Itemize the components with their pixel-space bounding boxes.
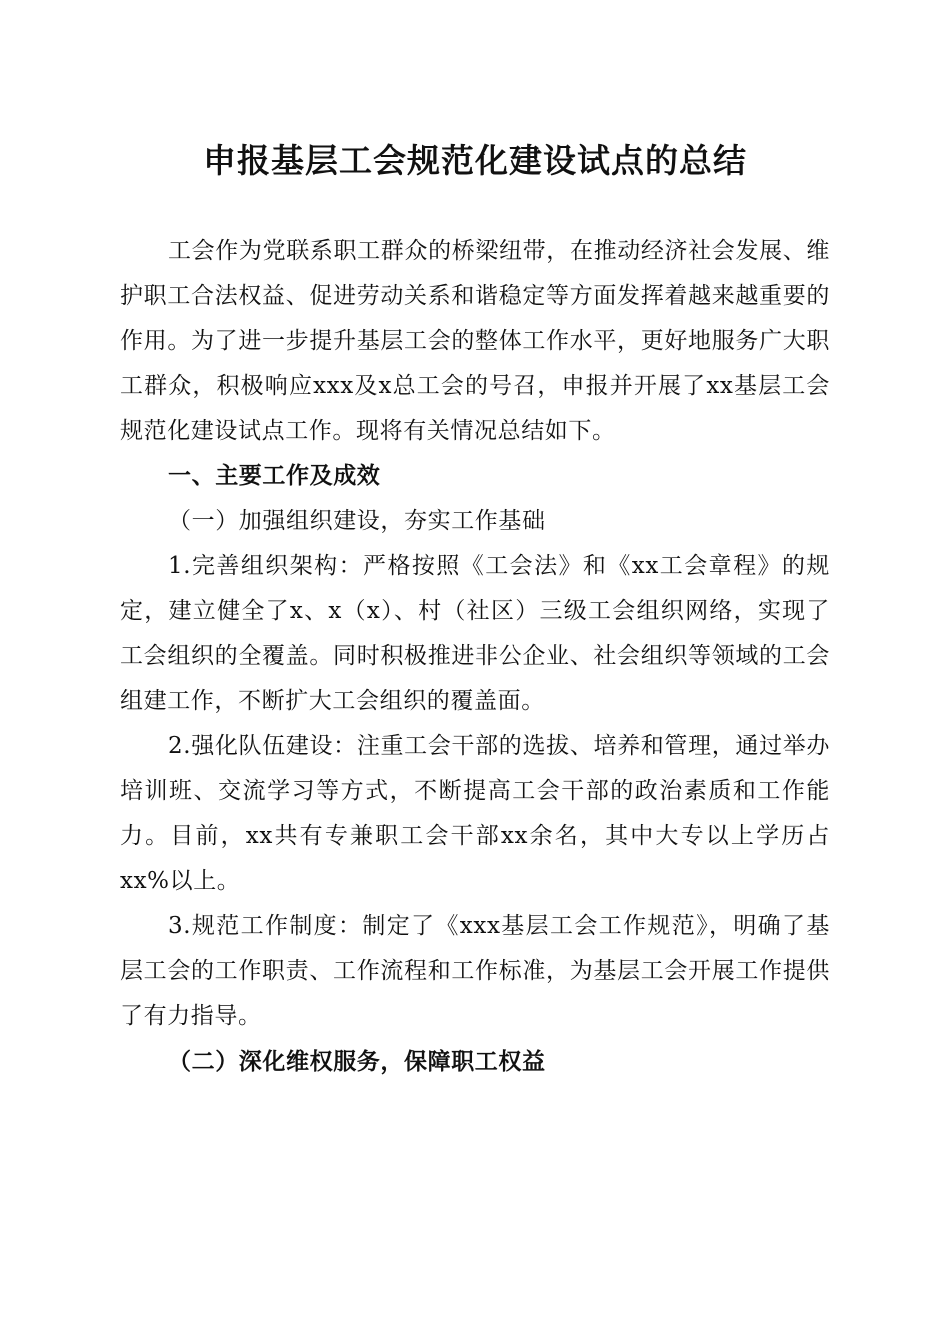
item-paragraph-rules: 3.规范工作制度：制定了《xxx基层工会工作规范》，明确了基层工会的工作职责、工作流程和工作标准，为基层工会开展工作提供了有力指导。 <box>120 913 830 1029</box>
section-heading-main-work: 一、主要工作及成效 <box>168 463 381 489</box>
subsection-heading-organization: （一）加强组织建设，夯实工作基础 <box>168 508 546 534</box>
document-title: 申报基层工会规范化建设试点的总结 <box>203 141 747 180</box>
subsection-heading-rights: （二）深化维权服务，保障职工权益 <box>168 1048 546 1075</box>
item-paragraph-structure: 1.完善组织架构：严格按照《工会法》和《xx工会章程》的规定，建立健全了x、x（x）、村（社区）三级工会组织网络，实现了工会组织的全覆盖。同时积极推进非公企业、社会组织等领域的工会组建工作，不断扩大工会组织的覆盖面。 <box>120 553 830 714</box>
item-paragraph-team: 2.强化队伍建设：注重工会干部的选拔、培养和管理，通过举办培训班、交流学习等方式，不断提高工会干部的政治素质和工作能力。目前，xx共有专兼职工会干部xx余名，其中大专以上学历占xx%以上。 <box>120 733 830 894</box>
document-body <box>120 229 830 1084</box>
intro-paragraph: 工会作为党联系职工群众的桥梁纽带，在推动经济社会发展、维护职工合法权益、促进劳动关系和谐稳定等方面发挥着越来越重要的作用。为了进一步提升基层工会的整体工作水平，更好地服务广大职工群众，积极响应xxx及x总工会的号召，申报并开展了xx基层工会规范化建设试点工作。现将有关情况总结如下。 <box>120 238 830 444</box>
